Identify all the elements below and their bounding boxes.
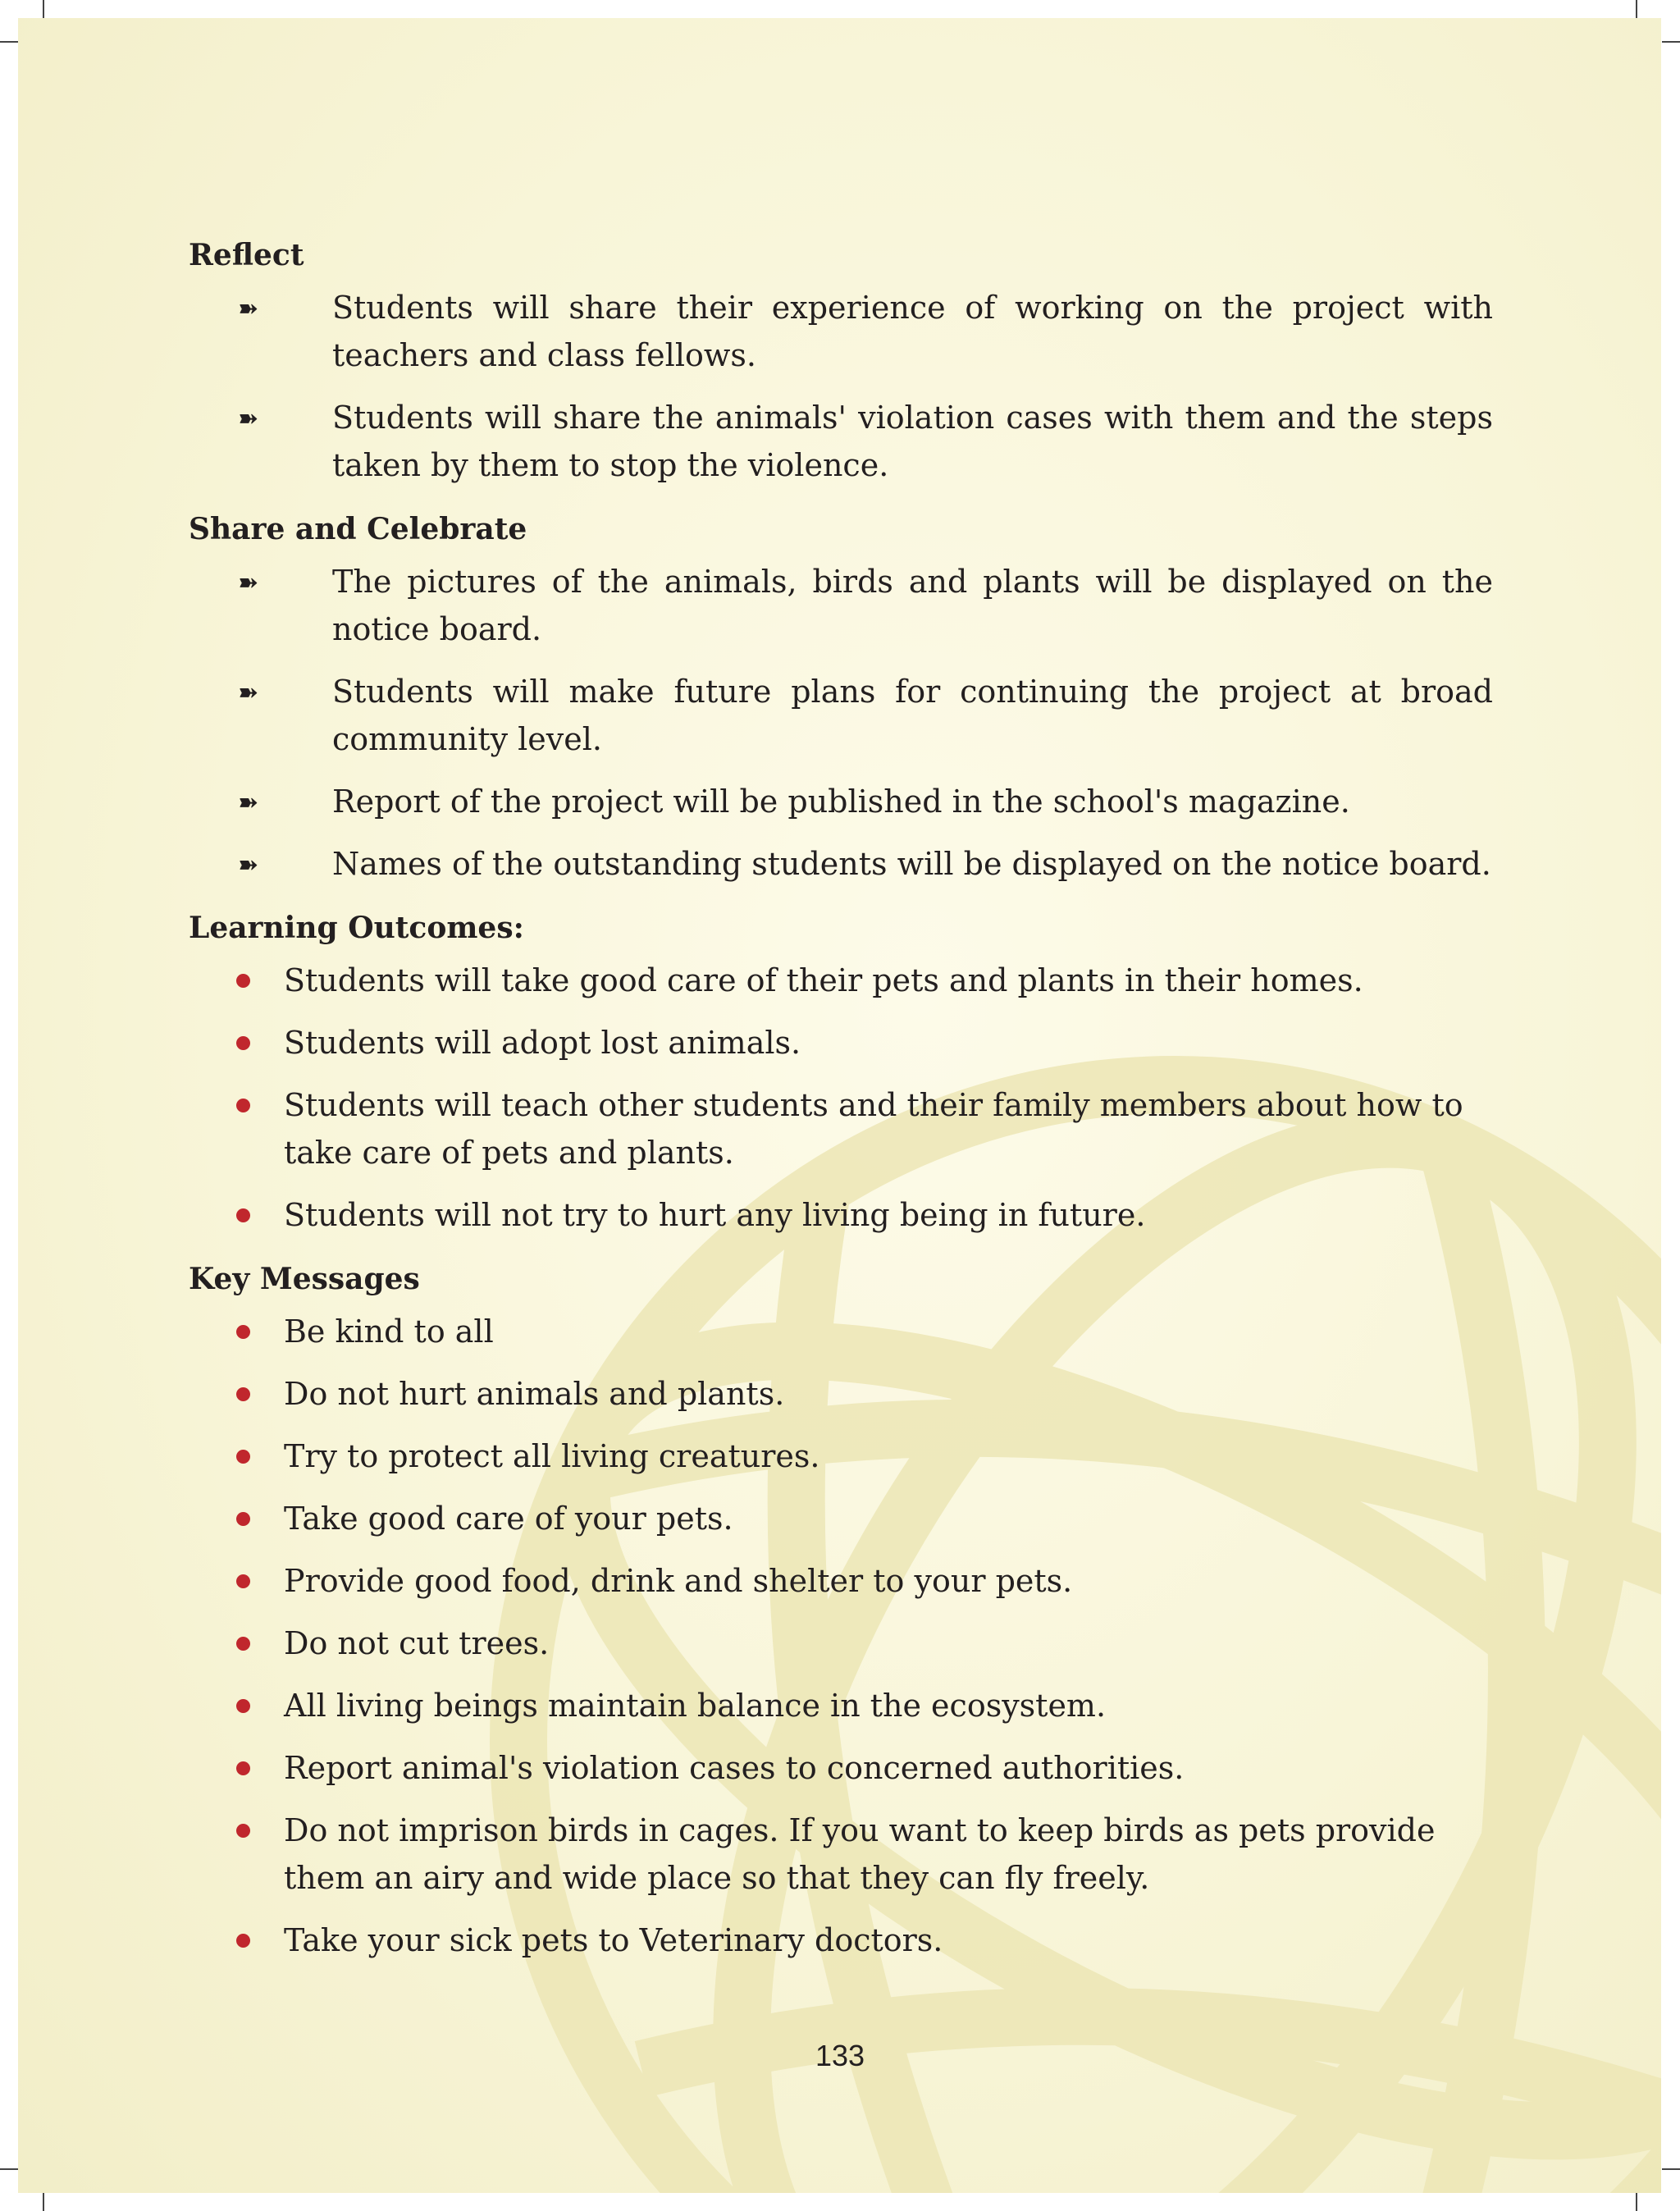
list-item-text: Provide good food, drink and shelter to your pets. xyxy=(284,1563,1073,1599)
list-item-text: All living beings maintain balance in the ecosystem. xyxy=(284,1688,1107,1724)
list-item xyxy=(189,558,1493,653)
list-item-text: Report of the project will be published in the school's magazine. xyxy=(332,783,1350,820)
list-item-text: Take your sick pets to Veterinary doctors. xyxy=(284,1922,943,1958)
list-item xyxy=(189,957,1493,1004)
list-item-text: Students will teach other students and their family members about how to take care of pets and plants. xyxy=(284,1087,1463,1171)
bullet-list xyxy=(189,284,1493,489)
section-heading: Reflect xyxy=(189,238,304,272)
dot-bullet-icon xyxy=(236,1761,250,1775)
dot-bullet-icon xyxy=(236,1208,250,1222)
list-item xyxy=(189,1619,1493,1667)
list-item xyxy=(189,1495,1493,1542)
list-item xyxy=(189,840,1493,888)
list-item xyxy=(189,1807,1493,1902)
list-item-text: Report animal's violation cases to concerned authorities. xyxy=(284,1750,1185,1786)
section-heading: Key Messages xyxy=(189,1262,420,1296)
page-number: 133 xyxy=(815,2039,865,2072)
document-body xyxy=(189,230,1493,1979)
list-item xyxy=(189,1019,1493,1067)
bullet-list xyxy=(189,558,1493,888)
list-item xyxy=(189,668,1493,763)
dot-bullet-icon xyxy=(236,1325,250,1339)
dot-bullet-icon xyxy=(236,1824,250,1838)
dot-bullet-icon xyxy=(236,1574,250,1588)
list-item xyxy=(189,1081,1493,1176)
section-heading: Share and Celebrate xyxy=(189,512,527,546)
list-item xyxy=(189,1432,1493,1480)
list-item-text: Do not imprison birds in cages. If you want to keep birds as pets provide them an airy and wide place so that they can fly freely. xyxy=(284,1812,1436,1896)
dot-bullet-icon xyxy=(236,1450,250,1464)
crop-mark xyxy=(1662,2168,1680,2170)
dot-bullet-icon xyxy=(236,1512,250,1526)
list-item-text: Do not hurt animals and plants. xyxy=(284,1376,785,1412)
section-heading: Learning Outcomes: xyxy=(189,911,524,945)
bullet-list xyxy=(189,957,1493,1239)
list-item-text: Names of the outstanding students will be displayed on the notice board. xyxy=(332,846,1491,882)
arrow-bullet-icon: ➽ xyxy=(238,295,259,323)
crop-mark xyxy=(1662,41,1680,43)
dot-bullet-icon xyxy=(236,1699,250,1713)
list-item xyxy=(189,1916,1493,1964)
list-item xyxy=(189,394,1493,489)
list-item-text: Students will share the animals' violation cases with them and the steps taken by them to stop the violence. xyxy=(332,400,1493,483)
crop-mark xyxy=(0,41,18,43)
arrow-bullet-icon: ➽ xyxy=(238,404,259,433)
dot-bullet-icon xyxy=(236,1036,250,1050)
bullet-list xyxy=(189,1308,1493,1964)
arrow-bullet-icon: ➽ xyxy=(238,851,259,879)
dot-bullet-icon xyxy=(236,1387,250,1401)
list-item-text: Students will not try to hurt any living being in future. xyxy=(284,1197,1146,1233)
list-item xyxy=(189,1370,1493,1418)
list-item xyxy=(189,1557,1493,1605)
list-item-text: Try to protect all living creatures. xyxy=(284,1438,820,1474)
list-item-text: Students will take good care of their pets and plants in their homes. xyxy=(284,962,1363,998)
list-item-text: Students will share their experience of working on the project with teachers and class fellows. xyxy=(332,290,1493,373)
list-item xyxy=(189,1682,1493,1729)
dot-bullet-icon xyxy=(236,1099,250,1112)
arrow-bullet-icon: ➽ xyxy=(238,788,259,817)
list-item-text: Do not cut trees. xyxy=(284,1625,550,1661)
crop-mark xyxy=(0,2168,18,2170)
list-item xyxy=(189,284,1493,379)
arrow-bullet-icon: ➽ xyxy=(238,569,259,597)
list-item-text: Students will adopt lost animals. xyxy=(284,1025,801,1061)
list-item-text: Be kind to all xyxy=(284,1313,494,1350)
dot-bullet-icon xyxy=(236,1637,250,1651)
list-item xyxy=(189,778,1493,825)
list-item-text: Students will make future plans for continuing the project at broad community level. xyxy=(332,674,1493,757)
list-item-text: Take good care of your pets. xyxy=(284,1501,733,1537)
list-item xyxy=(189,1308,1493,1355)
list-item xyxy=(189,1191,1493,1239)
dot-bullet-icon xyxy=(236,1934,250,1948)
list-item-text: The pictures of the animals, birds and plants will be displayed on the notice board. xyxy=(332,564,1493,647)
arrow-bullet-icon: ➽ xyxy=(238,678,259,707)
dot-bullet-icon xyxy=(236,974,250,988)
list-item xyxy=(189,1744,1493,1792)
